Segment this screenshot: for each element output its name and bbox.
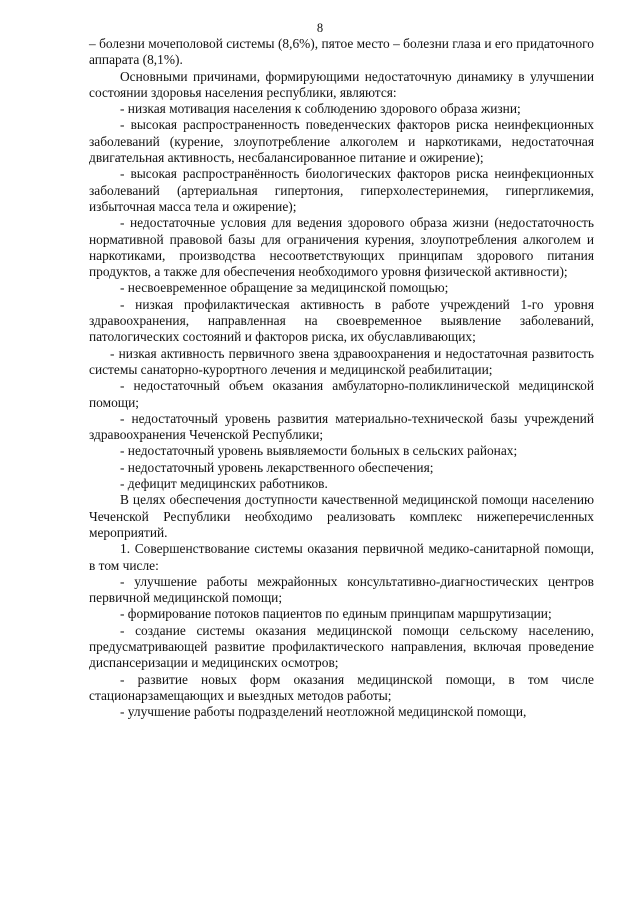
- list-item: - недостаточный объем оказания амбулаторно-поликлинической медицинской помощи;: [89, 378, 594, 410]
- paragraph-continuation: – болезни мочеполовой системы (8,6%), пятое место – болезни глаза и его придаточного аппарата (8,1%).: [89, 36, 594, 68]
- list-item: - низкая активность первичного звена здравоохранения и недостаточная развитость системы санаторно-курортного лечения и медицинской реабилитации;: [89, 345, 594, 377]
- list-item: - низкая мотивация населения к соблюдению здорового образа жизни;: [120, 101, 521, 117]
- paragraph-measures-intro: В целях обеспечения доступности качественной медицинской помощи населению Чеченской Республики необходимо реализовать комплекс нижеперечисленных мероприятий.: [89, 492, 594, 540]
- list-item: - создание системы оказания медицинской помощи сельскому населению, предусматривающей развитие профилактического направления, включая проведение диспансеризации и медицинских осмотров;: [89, 622, 594, 671]
- list-item: - улучшение работы межрайонных консультативно-диагностических центров первичной медицинской помощи;: [89, 573, 594, 606]
- list-item: - высокая распространенность поведенческих факторов риска неинфекционных заболеваний (курение, злоупотребление алкоголем и наркотиками, недостаточная двигательная активность, несбалансированное питание и ожирение);: [89, 117, 594, 166]
- list-item: - низкая профилактическая активность в работе учреждений 1-го уровня здравоохранения, направленная на своевременное выявление заболеваний, патологических состояний и факторов риска, их обуславливающих;: [89, 296, 594, 345]
- list-item: - улучшение работы подразделений неотложной медицинской помощи,: [120, 704, 527, 720]
- list-item: - недостаточный уровень выявляемости больных в сельских районах;: [120, 443, 518, 459]
- list-item: - дефицит медицинских работников.: [120, 476, 328, 492]
- list-item: - несвоевременное обращение за медицинской помощью;: [120, 280, 449, 296]
- list-item: - недостаточные условия для ведения здорового образа жизни (недостаточность нормативной правовой базы для ограничения курения, злоупотребления алкоголем и наркотиками, производства несоответствующих принципам здорового питания продуктов, а также для обеспечения необходимого уровня физической активности);: [89, 215, 594, 280]
- paragraph-causes-intro: Основными причинами, формирующими недостаточную динамику в улучшении состоянии здоровья населения республики, являются:: [89, 68, 594, 100]
- numbered-heading: 1. Совершенствование системы оказания первичной медико-санитарной помощи, в том числе:: [89, 541, 594, 573]
- list-item: - формирование потоков пациентов по единым принципам маршрутизации;: [120, 606, 552, 622]
- list-item: - недостаточный уровень развития материально-технической базы учреждений здравоохранения Чеченской Республики;: [89, 410, 594, 443]
- page-number: 8: [316, 21, 324, 35]
- document-body: [89, 36, 594, 720]
- list-item: - высокая распространённость биологических факторов риска неинфекционных заболеваний (артериальная гипертония, гиперхолестеринемия, гипергликемия, избыточная масса тела и ожирение);: [89, 166, 594, 214]
- list-item: - развитие новых форм оказания медицинской помощи, в том числе стационарзамещающих и выездных методов работы;: [89, 671, 594, 703]
- list-item: - недостаточный уровень лекарственного обеспечения;: [120, 459, 434, 475]
